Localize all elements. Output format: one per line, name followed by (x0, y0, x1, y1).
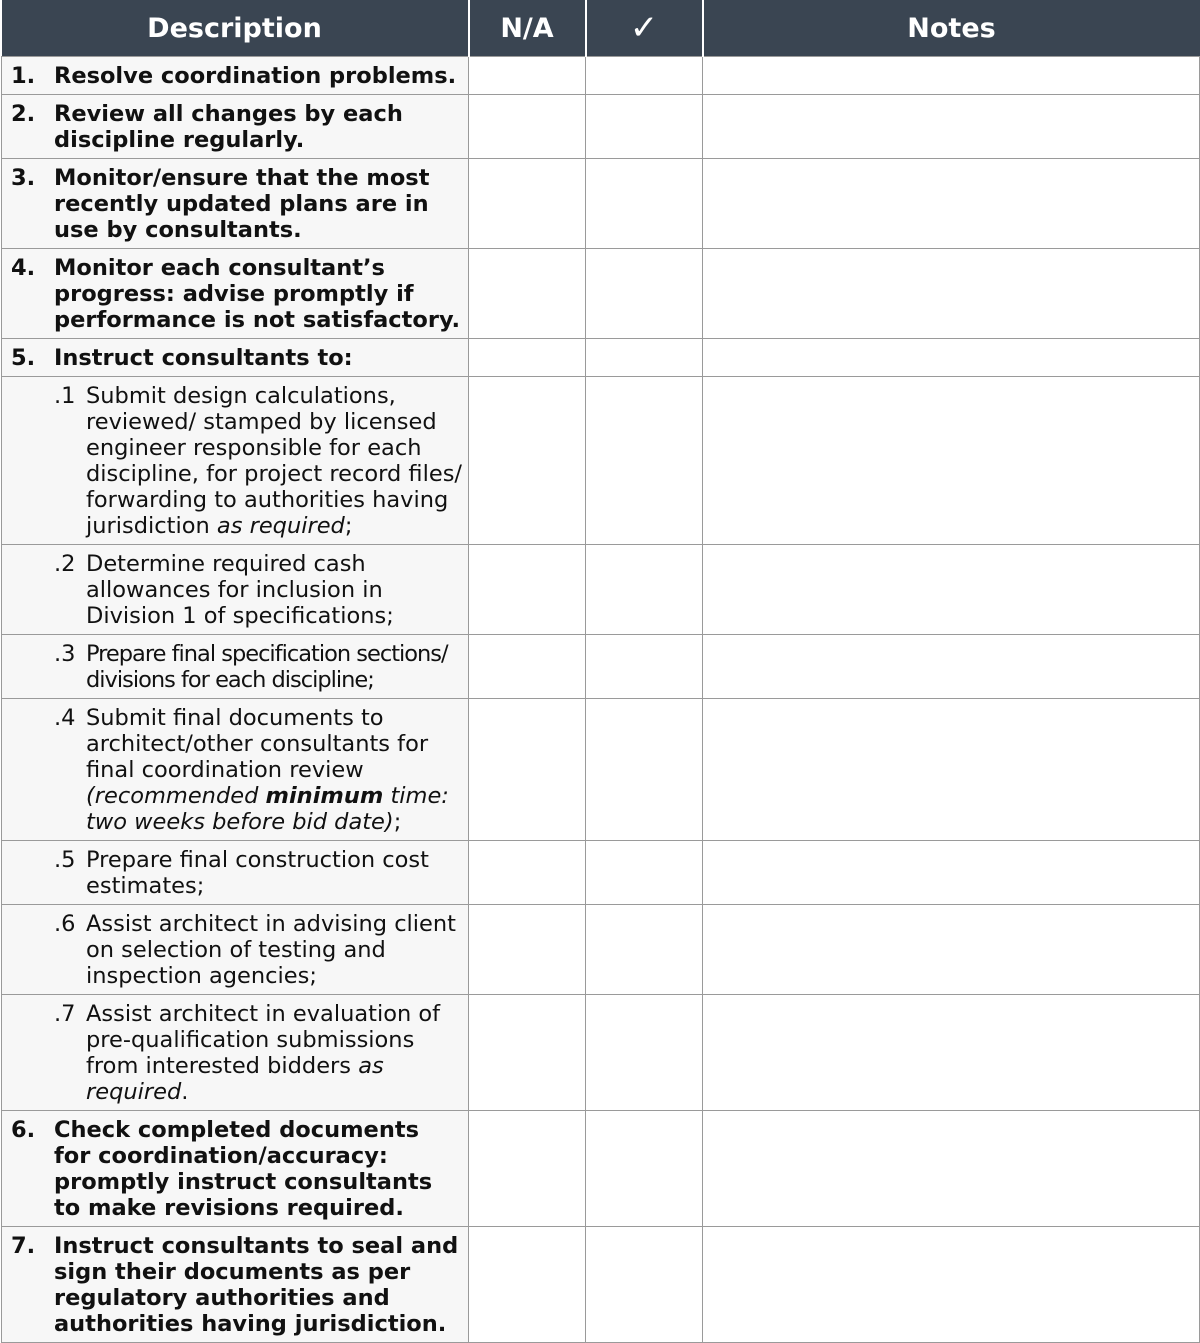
description-cell (2, 635, 469, 699)
notes-cell[interactable] (703, 339, 1200, 377)
notes-cell[interactable] (703, 699, 1200, 841)
check-cell[interactable] (586, 339, 703, 377)
table-row (2, 995, 1200, 1111)
column-header-na: N/A (469, 0, 586, 57)
notes-cell[interactable] (703, 995, 1200, 1111)
description-cell (2, 995, 469, 1111)
na-cell[interactable] (469, 377, 586, 545)
notes-cell[interactable] (703, 545, 1200, 635)
item-number: 1. (11, 63, 36, 89)
notes-cell[interactable] (703, 635, 1200, 699)
table-row (2, 905, 1200, 995)
table-row (2, 57, 1200, 95)
item-text: Submit design calculations, reviewed/ stamped by licensed engineer responsible for each discipline, for project record files/ forwarding to authorities having jurisdiction as required; (86, 383, 462, 539)
sub-item-number: .1 (54, 383, 76, 409)
description-cell (2, 699, 469, 841)
item-number: 2. (11, 101, 36, 127)
table-row (2, 159, 1200, 249)
header-row (2, 0, 1200, 57)
item-text: Monitor each consultant’s progress: advise promptly if performance is not satisfactory. (54, 255, 461, 333)
item-number: 7. (11, 1233, 36, 1259)
table-row (2, 1227, 1200, 1343)
na-cell[interactable] (469, 995, 586, 1111)
check-cell[interactable] (586, 995, 703, 1111)
sub-item-number: .5 (54, 847, 76, 873)
check-cell[interactable] (586, 905, 703, 995)
table-row (2, 699, 1200, 841)
checklist-table (1, 0, 1200, 1343)
na-cell[interactable] (469, 905, 586, 995)
check-cell[interactable] (586, 699, 703, 841)
description-cell (2, 1227, 469, 1343)
item-text: Prepare final construction cost estimates; (86, 847, 429, 899)
table-row (2, 377, 1200, 545)
na-cell[interactable] (469, 841, 586, 905)
description-cell (2, 95, 469, 159)
notes-cell[interactable] (703, 95, 1200, 159)
description-cell (2, 1111, 469, 1227)
column-header-check (586, 0, 703, 57)
item-text: Instruct consultants to seal and sign their documents as per regulatory authorities and authorities having jurisdiction. (54, 1233, 459, 1337)
table-row (2, 841, 1200, 905)
sub-item-number: .4 (54, 705, 76, 731)
table-row (2, 545, 1200, 635)
check-cell[interactable] (586, 635, 703, 699)
description-cell (2, 57, 469, 95)
na-cell[interactable] (469, 699, 586, 841)
item-number: 6. (11, 1117, 36, 1143)
table-row (2, 339, 1200, 377)
description-cell (2, 377, 469, 545)
emphasis-text: (recommended minimum time: two weeks before bid date) (86, 783, 449, 835)
item-number: 4. (11, 255, 36, 281)
checkmark-icon: ✓ (629, 7, 659, 48)
sub-item-number: .7 (54, 1001, 76, 1027)
item-number: 5. (11, 345, 36, 371)
item-text: Assist architect in evaluation of pre-qualification submissions from interested bidders as required. (86, 1001, 441, 1105)
check-cell[interactable] (586, 841, 703, 905)
sub-item-number: .2 (54, 551, 76, 577)
na-cell[interactable] (469, 159, 586, 249)
notes-cell[interactable] (703, 57, 1200, 95)
emphasis-text: as required (216, 513, 345, 539)
column-header-notes: Notes (703, 0, 1200, 57)
check-cell[interactable] (586, 159, 703, 249)
notes-cell[interactable] (703, 159, 1200, 249)
item-text: Instruct consultants to: (54, 345, 353, 371)
notes-cell[interactable] (703, 1227, 1200, 1343)
sub-item-number: .3 (54, 641, 76, 667)
check-cell[interactable] (586, 377, 703, 545)
na-cell[interactable] (469, 57, 586, 95)
table-row (2, 635, 1200, 699)
item-text: Resolve coordination problems. (54, 63, 457, 89)
description-cell (2, 905, 469, 995)
item-text: Determine required cash allowances for inclusion in Division 1 of specifications; (86, 551, 394, 629)
table-row (2, 249, 1200, 339)
na-cell[interactable] (469, 545, 586, 635)
table-row (2, 1111, 1200, 1227)
column-header-description: Description (2, 0, 469, 57)
check-cell[interactable] (586, 57, 703, 95)
strong-text: minimum (265, 783, 384, 809)
notes-cell[interactable] (703, 1111, 1200, 1227)
check-cell[interactable] (586, 249, 703, 339)
notes-cell[interactable] (703, 249, 1200, 339)
description-cell (2, 159, 469, 249)
notes-cell[interactable] (703, 377, 1200, 545)
na-cell[interactable] (469, 635, 586, 699)
notes-cell[interactable] (703, 905, 1200, 995)
item-text: Check completed documents for coordination/accuracy: promptly instruct consultants to make revisions required. (54, 1117, 433, 1221)
na-cell[interactable] (469, 1111, 586, 1227)
na-cell[interactable] (469, 1227, 586, 1343)
description-cell (2, 545, 469, 635)
notes-cell[interactable] (703, 841, 1200, 905)
description-cell (2, 841, 469, 905)
item-text: Prepare final specification sections/ divisions for each discipline; (86, 641, 448, 693)
na-cell[interactable] (469, 95, 586, 159)
check-cell[interactable] (586, 1111, 703, 1227)
item-text: Review all changes by each discipline regularly. (54, 101, 403, 153)
na-cell[interactable] (469, 249, 586, 339)
table-row (2, 95, 1200, 159)
check-cell[interactable] (586, 1227, 703, 1343)
check-cell[interactable] (586, 545, 703, 635)
description-cell (2, 339, 469, 377)
check-cell[interactable] (586, 95, 703, 159)
emphasis-text: as required (86, 1053, 384, 1105)
sub-item-number: .6 (54, 911, 76, 937)
item-text: Assist architect in advising client on selection of testing and inspection agencies; (86, 911, 456, 989)
item-number: 3. (11, 165, 36, 191)
description-cell (2, 249, 469, 339)
na-cell[interactable] (469, 339, 586, 377)
item-text: Submit final documents to architect/other consultants for final coordination review (recommended minimum time: two weeks before bid date); (86, 705, 449, 835)
item-text: Monitor/ensure that the most recently updated plans are in use by consultants. (54, 165, 430, 243)
